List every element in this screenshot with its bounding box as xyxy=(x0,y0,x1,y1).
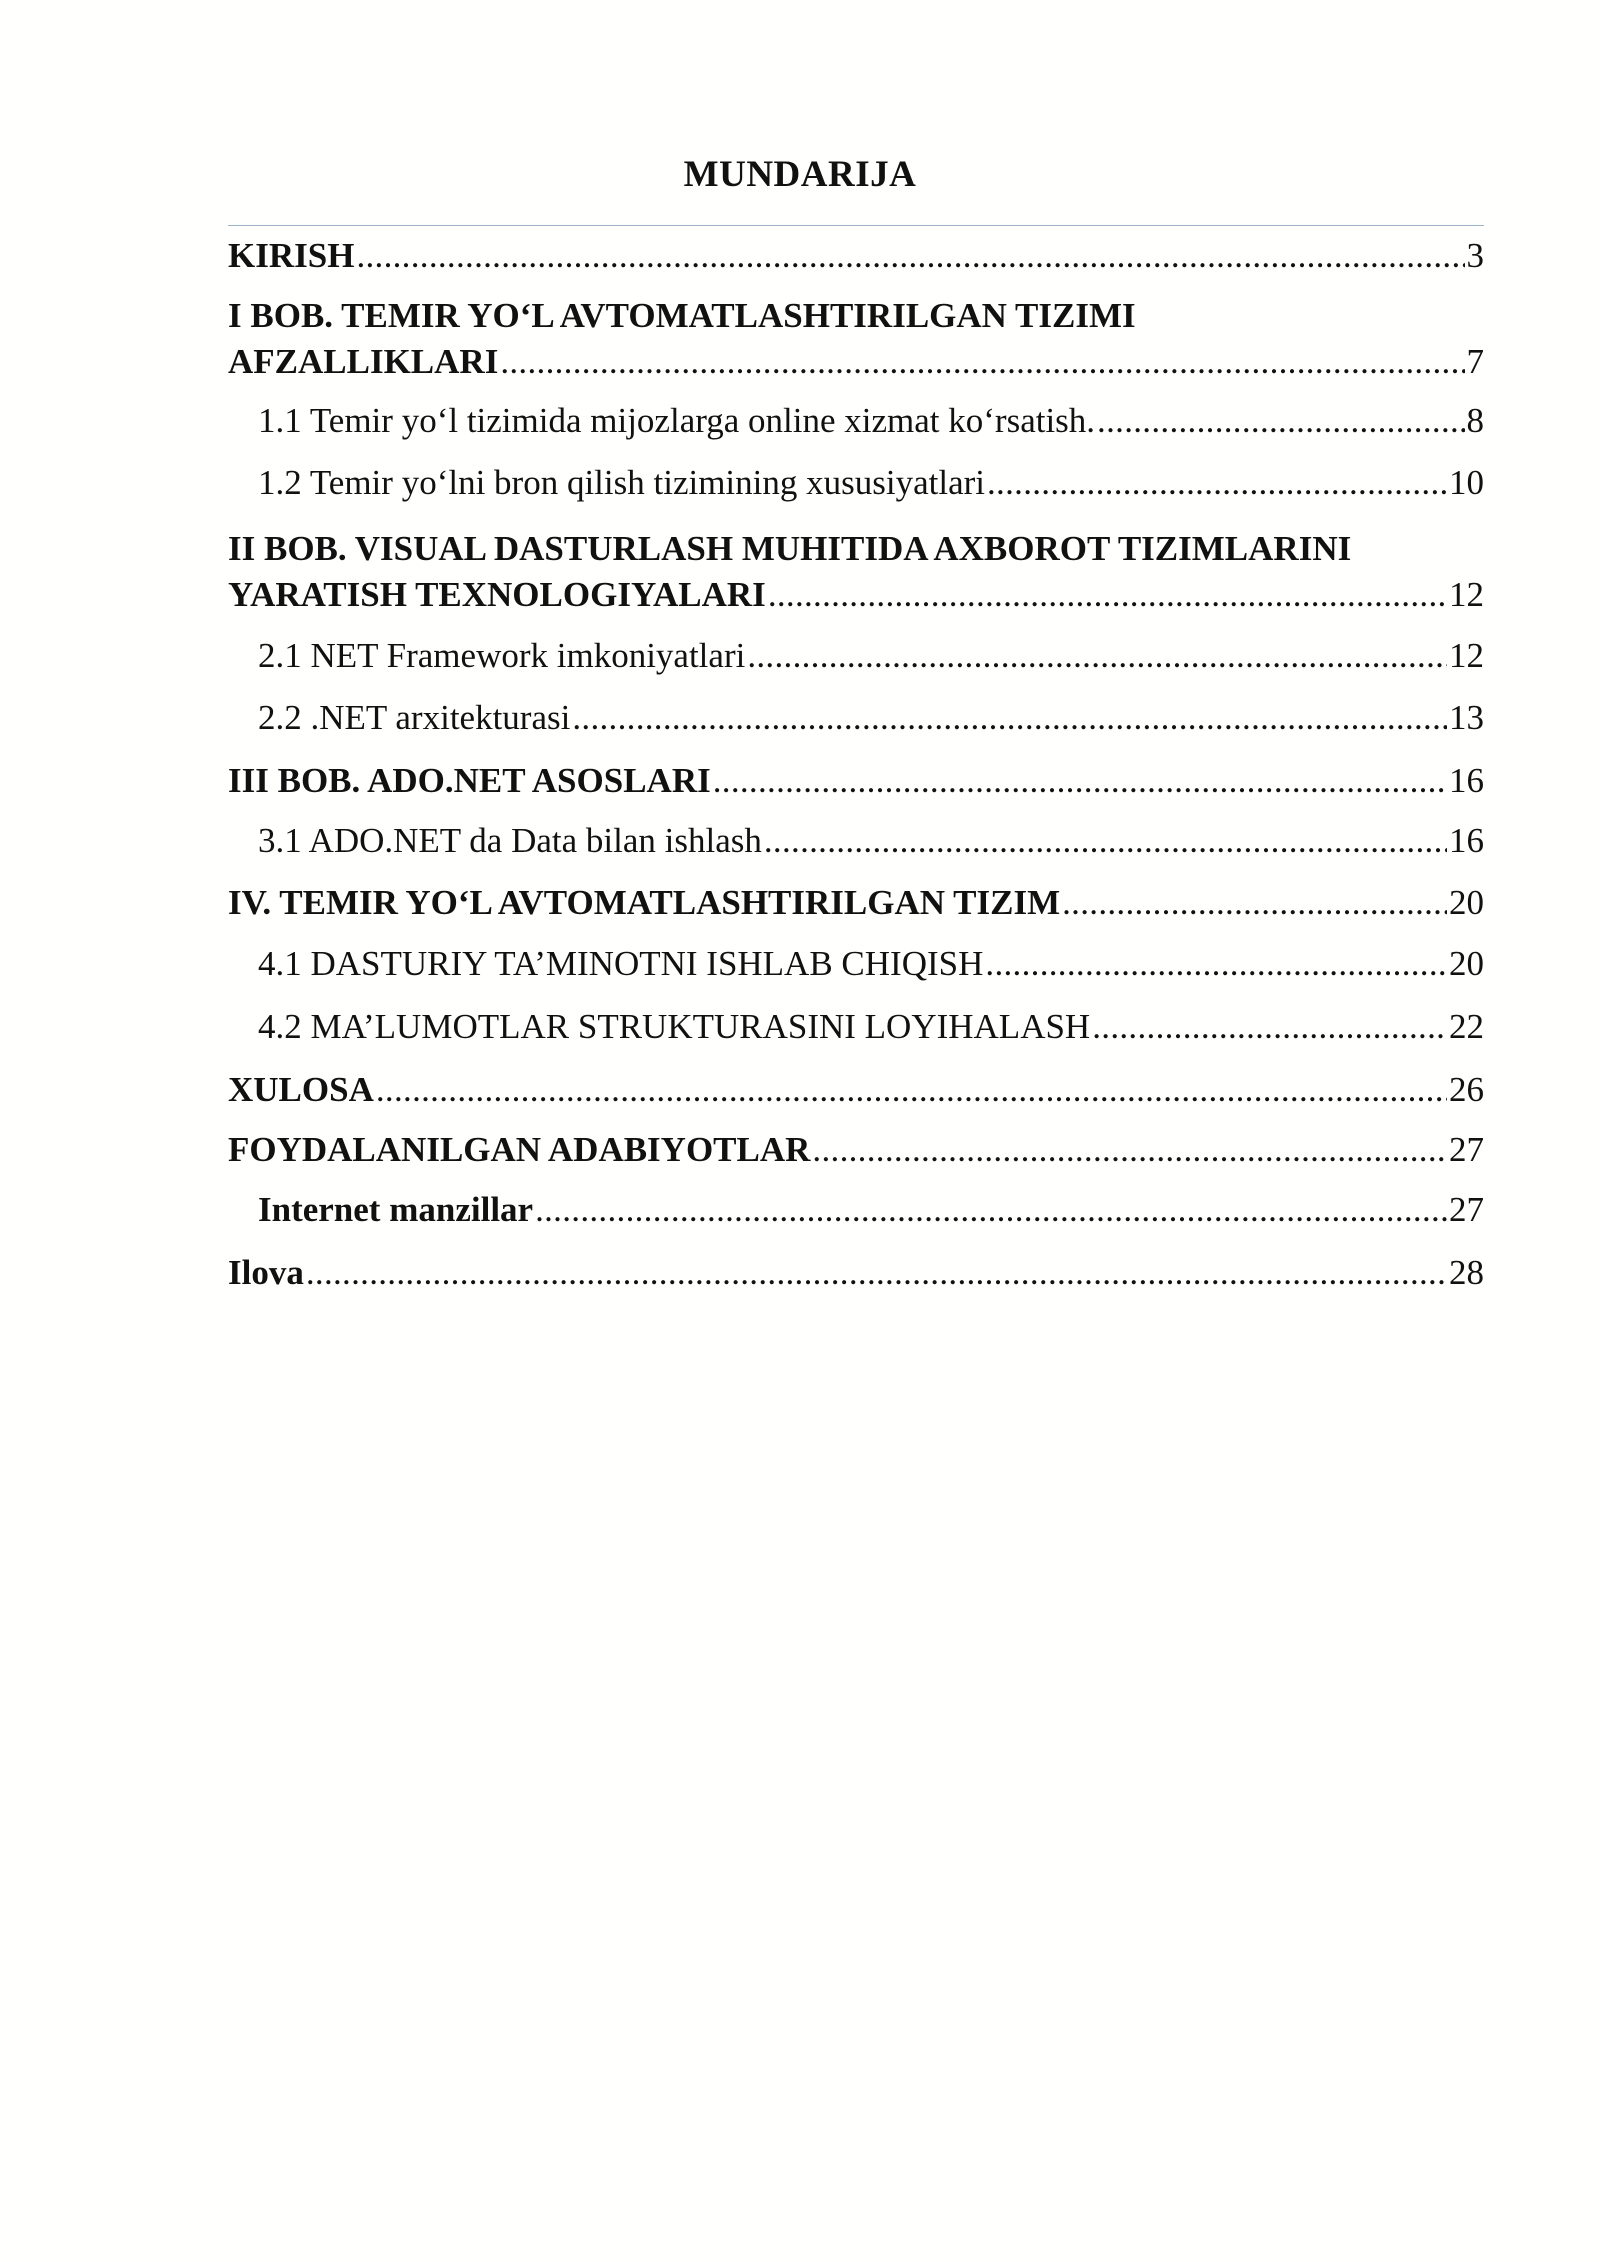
toc-entry-label-line1: II BOB. VISUAL DASTURLASH MUHITIDA AXBOROT TIZIMLARINI xyxy=(228,529,1352,568)
toc-entry-page: 13 xyxy=(1449,698,1484,737)
dot-leader xyxy=(1097,398,1464,444)
toc-entry-section-2-2[interactable] xyxy=(258,695,1484,741)
toc-entry-label: 2.1 NET Framework imkoniyatlari xyxy=(258,636,746,675)
toc-entry-internet-manzillar[interactable] xyxy=(258,1187,1484,1233)
toc-entry-label: KIRISH xyxy=(228,236,355,275)
dot-leader xyxy=(376,1067,1447,1113)
dot-leader xyxy=(764,818,1447,864)
toc-entry-page: 16 xyxy=(1449,761,1484,800)
toc-entry-page: 27 xyxy=(1449,1190,1484,1229)
toc-entry-label-line1: I BOB. TEMIR YO‘L AVTOMATLASHTIRILGAN TIZIMI xyxy=(228,296,1136,335)
title-divider xyxy=(228,225,1484,226)
toc-entry-section-1-1[interactable] xyxy=(258,398,1484,444)
toc-entry-chapter-1[interactable] xyxy=(228,293,1484,385)
toc-entry-page: 12 xyxy=(1449,636,1484,675)
toc-entry-label: XULOSA xyxy=(228,1070,374,1109)
toc-entry-label: IV. TEMIR YO‘L AVTOMATLASHTIRILGAN TIZIM xyxy=(228,883,1061,922)
toc-entry-xulosa[interactable] xyxy=(228,1067,1484,1113)
dot-leader xyxy=(747,633,1447,679)
toc-entry-page: 16 xyxy=(1449,821,1484,860)
dot-leader xyxy=(535,1187,1447,1233)
toc-entry-label: III BOB. ADO.NET ASOSLARI xyxy=(228,761,711,800)
toc-title: MUNDARIJA xyxy=(683,154,917,195)
toc-entry-label: AFZALLIKLARI xyxy=(228,342,499,381)
toc-entry-label: YARATISH TEXNOLOGIYALARI xyxy=(228,575,766,614)
dot-leader xyxy=(768,572,1447,618)
toc-entry-label: 4.1 DASTURIY TA’MINOTNI ISHLAB CHIQISH xyxy=(258,944,984,983)
toc-entry-chapter-3[interactable] xyxy=(228,758,1484,804)
toc-entry-page: 10 xyxy=(1449,463,1484,502)
toc-entry-section-3-1[interactable] xyxy=(258,818,1484,864)
toc-entry-page: 3 xyxy=(1466,236,1484,275)
toc-entry-label: 3.1 ADO.NET da Data bilan ishlash xyxy=(258,821,762,860)
toc-entry-page: 7 xyxy=(1466,342,1484,381)
toc-entry-label: FOYDALANILGAN ADABIYOTLAR xyxy=(228,1130,811,1169)
toc-entry-label: Internet manzillar xyxy=(258,1190,534,1229)
toc-entry-kirish[interactable] xyxy=(228,233,1484,279)
toc-entry-section-4-1[interactable] xyxy=(258,941,1484,987)
dot-leader xyxy=(1062,880,1447,926)
dot-leader xyxy=(987,460,1447,506)
dot-leader xyxy=(356,233,1464,279)
toc-entry-page: 20 xyxy=(1449,944,1484,983)
dot-leader xyxy=(500,339,1464,385)
toc-entry-label: 1.1 Temir yo‘l tizimida mijozlarga online xizmat ko‘rsatish. xyxy=(258,401,1096,440)
dot-leader xyxy=(572,695,1447,741)
toc-entry-label: Ilova xyxy=(228,1253,304,1292)
toc-entry-section-2-1[interactable] xyxy=(258,633,1484,679)
dot-leader xyxy=(306,1250,1447,1296)
toc-entry-chapter-2[interactable] xyxy=(228,526,1484,618)
toc-entry-ilova[interactable] xyxy=(228,1250,1484,1296)
toc-entry-label: 2.2 .NET arxitekturasi xyxy=(258,698,571,737)
toc-entry-page: 22 xyxy=(1449,1007,1484,1046)
toc-entry-section-4-2[interactable] xyxy=(258,1004,1484,1050)
toc-entry-label: 4.2 MA’LUMOTLAR STRUKTURASINI LOYIHALASH xyxy=(258,1007,1091,1046)
toc-entry-page: 12 xyxy=(1449,575,1484,614)
toc-entry-page: 27 xyxy=(1449,1130,1484,1169)
dot-leader xyxy=(1092,1004,1447,1050)
toc-entry-label: 1.2 Temir yo‘lni bron qilish tizimining xususiyatlari xyxy=(258,463,985,502)
toc-entry-page: 26 xyxy=(1449,1070,1484,1109)
dot-leader xyxy=(812,1127,1447,1173)
toc-entry-adabiyotlar[interactable] xyxy=(228,1127,1484,1173)
toc-entry-chapter-4[interactable] xyxy=(228,880,1484,926)
toc-entry-page: 28 xyxy=(1449,1253,1484,1292)
toc-entry-page: 8 xyxy=(1466,401,1484,440)
dot-leader xyxy=(985,941,1447,987)
toc-entry-section-1-2[interactable] xyxy=(258,460,1484,506)
dot-leader xyxy=(713,758,1447,804)
toc-entry-page: 20 xyxy=(1449,883,1484,922)
